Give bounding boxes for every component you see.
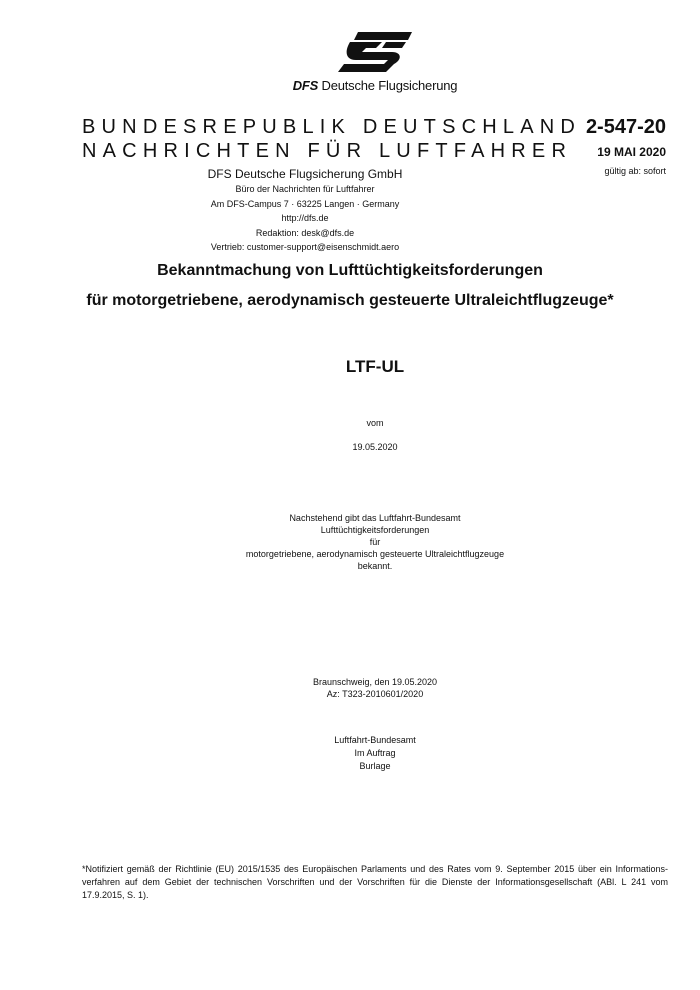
signature-block: [0, 734, 700, 773]
document-code: LTF-UL: [345, 357, 405, 376]
valid-from: gültig ab: sofort: [604, 166, 666, 176]
announcement-block: [0, 512, 700, 572]
document-heading-line1: Bekanntmachung von Lufttüchtigkeitsforderungen: [157, 262, 543, 279]
place-date-block: [0, 676, 700, 700]
publisher-office: Büro der Nachrichten für Luftfahrer: [235, 184, 375, 194]
vom-label: vom: [366, 418, 384, 428]
dfs-logo-icon: [336, 30, 414, 74]
publisher-web-link[interactable]: http://dfs.de: [281, 213, 329, 223]
announcement-line: für: [369, 537, 381, 547]
publisher-address: Am DFS-Campus 7 · 63225 Langen · Germany: [210, 198, 400, 209]
announcement-line: motorgetriebene, aerodynamisch gesteuerte Ultraleichtflugzeuge: [245, 549, 505, 559]
publisher-name: DFS Deutsche Flugsicherung GmbH: [207, 167, 403, 181]
publisher-editorial-email[interactable]: Redaktion: desk@dfs.de: [255, 227, 355, 238]
masthead-title-line2: NACHRICHTEN FÜR LUFTFAHRER: [82, 140, 573, 162]
authority-on-behalf: Im Auftrag: [354, 748, 396, 758]
reference-number: Az: T323-2010601/2020: [326, 689, 424, 699]
logo-name: Deutsche Flugsicherung: [321, 78, 458, 93]
publisher-block: [180, 167, 430, 255]
masthead-title-line1: BUNDESREPUBLIK DEUTSCHLAND: [82, 116, 582, 138]
vom-date: 19.05.2020: [352, 442, 398, 452]
logo-wordmark: [290, 78, 460, 93]
doc-number: 2-547-20: [585, 116, 666, 138]
authority-name: Luftfahrt-Bundesamt: [334, 735, 416, 745]
doc-date: 19 MAI 2020: [597, 145, 666, 159]
signatory-name: Burlage: [359, 761, 391, 771]
announcement-line: Nachstehend gibt das Luftfahrt-Bundesamt: [289, 513, 461, 523]
logo-brand: DFS: [292, 78, 319, 93]
place-date: Braunschweig, den 19.05.2020: [312, 677, 438, 687]
announcement-line: Lufttüchtigkeitsforderungen: [320, 525, 430, 535]
announcement-line: bekannt.: [357, 561, 393, 571]
document-heading-line2: für motorgetriebene, aerodynamisch gesteuerte Ultraleichtflugzeuge*: [86, 292, 614, 309]
footnote: *Notifiziert gemäß der Richtlinie (EU) 2015/1535 des Europäischen Parlaments und des Rates vom 9. September 2015 über ein Informations-verfahren auf dem Gebiet der technischen Vorschriften und der Vorschriften für die Dienste der Informationsgesellschaft (ABl. L 241 vom 17.9.2015, S. 1).: [82, 864, 668, 900]
publisher-distribution-email[interactable]: Vertrieb: customer-support@eisenschmidt.aero: [210, 242, 400, 252]
